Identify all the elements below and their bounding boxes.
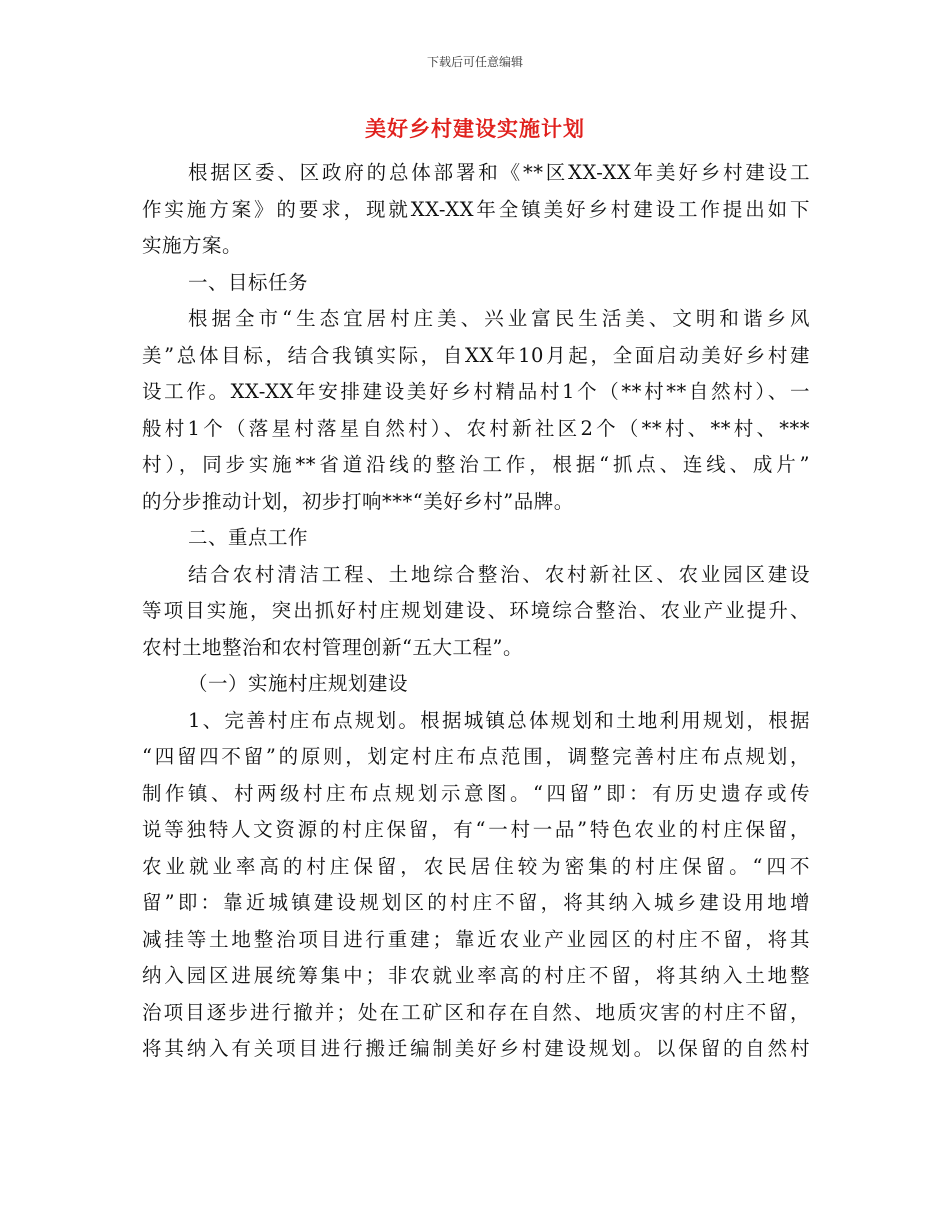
text-line: 的分步推动计划，初步打响***“美好乡村”品牌。 <box>142 489 574 513</box>
text-line: 设工作。XX-XX年安排建设美好乡村精品村1个（**村**自然村）、一 <box>142 380 810 403</box>
header-note: 下载后可任意编辑 <box>426 55 523 69</box>
text-line: 农业就业率高的村庄保留，农民居住较为密集的村庄保留。“四不 <box>142 854 810 878</box>
text-line: 根据区委、区政府的总体部署和《**区XX-XX年美好乡村建设工 <box>188 161 810 184</box>
document-title: 美好乡村建设实施计划 <box>365 117 585 141</box>
text-line: 村），同步实施**省道沿线的整治工作，根据“抓点、连线、成片” <box>142 453 810 476</box>
text-line: 结合农村清洁工程、土地综合整治、农村新社区、农业园区建设 <box>188 562 810 586</box>
text-line: 作实施方案》的要求，现就XX-XX年全镇美好乡村建设工作提出如下 <box>142 197 810 221</box>
text-line: 美”总体目标，结合我镇实际，自XX年10月起，全面启动美好乡村建 <box>142 343 810 367</box>
section-heading: 一、目标任务 <box>188 270 309 294</box>
text-line: 治项目逐步进行撤并；处在工矿区和存在自然、地质灾害的村庄不留， <box>142 1000 810 1024</box>
subsection-heading: （一）实施村庄规划建设 <box>188 672 409 695</box>
text-line: 留”即：靠近城镇建设规划区的村庄不留，将其纳入城乡建设用地增 <box>142 891 810 914</box>
text-line: 般村1个（落星村落星自然村）、农村新社区2个（**村、**村、*** <box>142 416 810 440</box>
text-line: 纳入园区进展统筹集中；非农就业率高的村庄不留，将其纳入土地整 <box>142 964 810 987</box>
text-line: 等项目实施，突出抓好村庄规划建设、环境综合整治、农业产业提升、 <box>142 599 810 622</box>
text-line: 说等独特人文资源的村庄保留，有“一村一品”特色农业的村庄保留， <box>142 818 810 841</box>
text-line: 1、完善村庄布点规划。根据城镇总体规划和土地利用规划，根据 <box>188 708 810 732</box>
document-body <box>142 155 810 1068</box>
text-line: 实施方案。 <box>142 234 243 257</box>
text-line: 根据全市“生态宜居村庄美、兴业富民生活美、文明和谐乡风 <box>188 307 810 330</box>
text-line: 将其纳入有关项目进行搬迁编制美好乡村建设规划。以保留的自然村 <box>142 1037 810 1060</box>
text-line: 制作镇、村两级村庄布点规划示意图。“四留”即：有历史遗存或传 <box>142 781 810 805</box>
text-line: 农村土地整治和农村管理创新“五大工程”。 <box>142 635 523 659</box>
section-heading: 二、重点工作 <box>188 526 309 549</box>
text-line: 减挂等土地整治项目进行重建；靠近农业产业园区的村庄不留，将其 <box>142 927 810 951</box>
text-line: “四留四不留”的原则，划定村庄布点范围，调整完善村庄布点规划， <box>142 745 810 768</box>
